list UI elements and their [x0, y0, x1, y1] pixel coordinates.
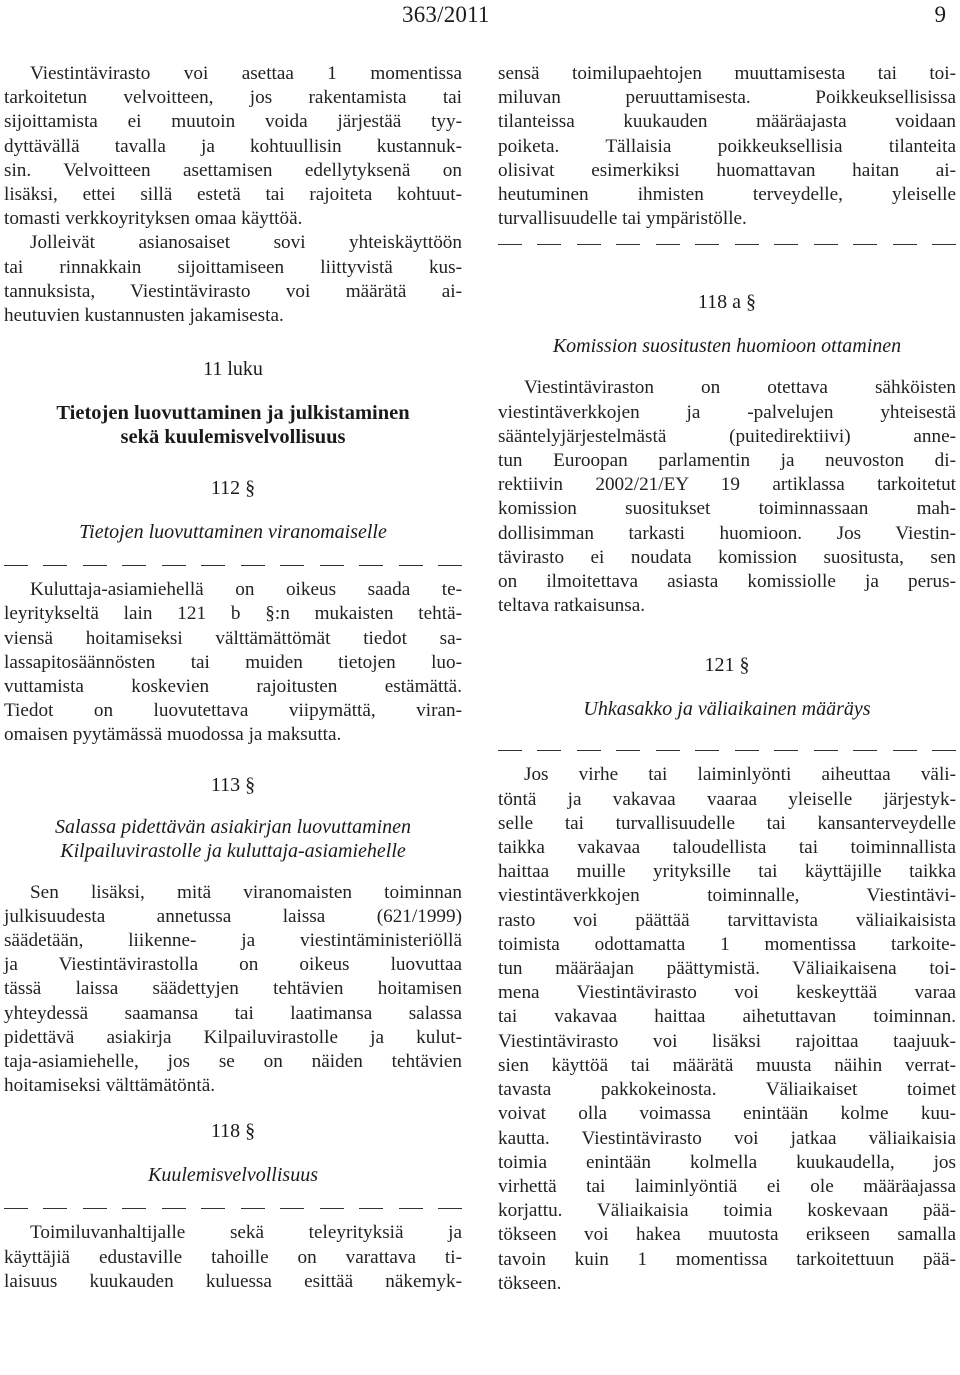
text-line: sien käyttöä tai määrätä muusta näihin verrat-	[498, 1054, 956, 1076]
section-113-title-line-1: Salassa pidettävän asiakirjan luovuttaminen	[54, 815, 412, 838]
section-121-text	[498, 763, 956, 1295]
text-line: Jolleivät asianosaiset sovi yhteiskäyttöön	[30, 232, 462, 254]
dash	[162, 565, 186, 566]
text-line: tävirasto ei noudata komission suositusta, sen	[498, 546, 956, 568]
dash	[201, 1208, 225, 1209]
dash	[162, 1208, 186, 1209]
text-line: voivat olla voimassa enintään kolme kuu-	[498, 1103, 956, 1125]
section-113-title	[4, 815, 462, 863]
text-line: leyritykseltä lain 121 b §:n mukaisten tehtä-	[4, 603, 462, 625]
text-line: julkisuudesta annetussa laissa (621/1999)	[4, 905, 462, 927]
left-column	[4, 62, 462, 1294]
text-line: on ilmoitettava asiasta komissiolle ja perus-	[498, 571, 956, 593]
text-line: dyttävällä tavalla ja kohtuullisin kustannuk-	[4, 135, 462, 157]
text-line: käyttäjiä edustaville tahoille on varattava ti-	[4, 1246, 462, 1268]
text-line: tavasta pakkokeinosta. Väliaikaiset toimet	[498, 1079, 956, 1101]
text-line: selle tai turvallisuudelle tai kansanterveydelle	[498, 812, 956, 834]
text-line: tässä laissa säädettyjen tehtävien hoitamisen	[4, 978, 462, 1000]
dash	[399, 1208, 423, 1209]
dash	[735, 244, 759, 245]
dash	[774, 750, 798, 751]
text-line: lassapitosäännösten tai muiden tietojen luo-	[4, 651, 462, 673]
text-line: viestintäverkkojen ja -palvelujen yhteisestä	[498, 401, 956, 423]
text-line: tai vakavaa haittaa aihetuttavan toiminnan.	[498, 1006, 956, 1028]
text-line: sin. Velvoitteen asettamisen edellytyksenä on	[4, 159, 462, 181]
section-118a-number: 118 a §	[697, 291, 757, 314]
dash	[774, 244, 798, 245]
text-line: sääntelyjärjestelmästä (puitedirektiivi) anne-	[498, 425, 956, 447]
text-line: ja Viestintävirastolla on oikeus luovuttaa	[4, 954, 462, 976]
text-line: dollisimman tarkasti huomioon. Jos Viestin-	[498, 522, 956, 544]
text-line: komission suositukset toiminnassaan mah-	[498, 498, 956, 520]
text-line: taikka vakavaa taloudellista tai toiminnallista	[498, 837, 956, 859]
dash	[932, 244, 956, 245]
text-line: Kuluttaja-asiamiehellä on oikeus saada te-	[30, 579, 462, 601]
dash	[537, 244, 561, 245]
text-line: Viestintävirasto voi lisäksi rajoittaa taajuuk-	[498, 1030, 956, 1052]
text-line: viestintäverkkojen toiminnalle, Viestintävi-	[498, 885, 956, 907]
dash	[893, 750, 917, 751]
text-line: turvallisuudelle tai ympäristölle.	[498, 208, 747, 230]
text-line: lisäksi, ettei sillä estetä tai rajoiteta kohtuut-	[4, 184, 462, 206]
chapter-title	[4, 401, 462, 449]
section-112-text	[4, 578, 462, 747]
dash	[83, 565, 107, 566]
text-line: tai rinnakkain sijoittamiseen liittyvistä kus-	[4, 256, 462, 278]
text-line: hoitamiseksi välttämätöntä.	[4, 1075, 216, 1097]
dash	[932, 750, 956, 751]
dash	[438, 1208, 462, 1209]
text-line: tarkoitetun velvoitteen, jos rakentamista tai	[4, 87, 462, 109]
dash	[241, 1208, 265, 1209]
dash	[853, 244, 877, 245]
dash	[853, 750, 877, 751]
dash	[498, 244, 522, 245]
section-113-title-line-2: Kilpailuvirastolle ja kuluttaja-asiamiehelle	[60, 839, 406, 862]
omission-dashes	[4, 562, 462, 568]
text-line: tavoin kuin 1 momentissa tarkoitettuun pää-	[498, 1248, 956, 1270]
text-line: heutuminen ihmisten terveydelle, yleiselle	[498, 184, 956, 206]
document-number: 363/2011	[402, 2, 490, 27]
dash	[577, 244, 601, 245]
text-line: tun määräajan päättymistä. Väliaikaisena toi-	[498, 958, 956, 980]
text-line: Viestintäviraston on otettava sähköisten	[524, 377, 956, 399]
text-line: sijoittamista ei muutoin voida järjestää tyy-	[4, 111, 462, 133]
dash	[83, 1208, 107, 1209]
dash	[320, 565, 344, 566]
text-line: tannuksista, Viestintävirasto voi määrätä ai-	[4, 280, 462, 302]
paragraph-obligation	[4, 62, 462, 231]
text-line: virhettä tai laiminlyöntiä ei ole määräajassa	[498, 1175, 956, 1197]
dash	[695, 244, 719, 245]
text-line: Tiedot on luovutettava viipymättä, viran-	[4, 700, 462, 722]
dash	[695, 750, 719, 751]
dash	[201, 565, 225, 566]
text-line: tökseen voi hakea muutosta erikseen samalla	[498, 1224, 956, 1246]
dash	[4, 1208, 28, 1209]
text-line: viensä hoitamiseksi välttämättömät tiedot sa-	[4, 627, 462, 649]
text-line: Sen lisäksi, mitä viranomaisten toiminnan	[30, 881, 462, 903]
text-line: Viestintävirasto voi asettaa 1 momentissa	[30, 63, 462, 84]
text-line: haittaa muille yrityksille tai käyttäjille taikka	[498, 861, 956, 883]
dash	[122, 1208, 146, 1209]
text-line: tomasti verkkoyrityksen omaa käyttöä.	[4, 208, 303, 230]
dash	[43, 565, 67, 566]
dash	[735, 750, 759, 751]
dash	[616, 244, 640, 245]
dash	[616, 750, 640, 751]
dash	[359, 1208, 383, 1209]
omission-dashes	[4, 1205, 462, 1211]
text-line: korjattu. Väliaikaisia toimia koskevaan pää-	[498, 1200, 956, 1222]
text-line: toimia enintään kolmella kuukaudella, jos	[498, 1151, 956, 1173]
section-113-number: 113 §	[210, 773, 256, 796]
dash	[241, 565, 265, 566]
page-header	[0, 0, 960, 34]
text-line: tilanteissa kuukauden määräajasta voidaan	[498, 111, 956, 133]
text-line: taja-asiamiehelle, jos se on näiden tehtävien	[4, 1051, 462, 1073]
dash	[122, 565, 146, 566]
dash	[577, 750, 601, 751]
text-line: säädetään, liikenne- ja viestintäministeriöllä	[4, 930, 462, 952]
text-line: teltava ratkaisunsa.	[498, 595, 646, 617]
section-121-number: 121 §	[704, 654, 750, 677]
chapter-label: 11 luku	[203, 358, 263, 381]
text-line: yhteydessä saamansa tai laatimansa salassa	[4, 1002, 462, 1024]
text-line: toimista odottamatta 1 momentissa tarkoite-	[498, 933, 956, 955]
dash	[537, 750, 561, 751]
section-112-number: 112 §	[210, 477, 256, 500]
dash	[359, 565, 383, 566]
dash	[43, 1208, 67, 1209]
text-line: tökseen.	[498, 1272, 562, 1294]
text-line: vuttamista koskevien rajoitusten estämättä.	[4, 676, 462, 698]
dash	[498, 750, 522, 751]
text-line: Toimiluvanhaltijalle sekä teleyrityksiä ja	[30, 1222, 462, 1244]
text-line: heutuvien kustannusten jakamisesta.	[4, 305, 284, 327]
dash	[399, 565, 423, 566]
dash	[656, 750, 680, 751]
text-line: miluvan peruuttamisesta. Poikkeuksellisissa	[498, 87, 956, 109]
section-118a-text	[498, 376, 956, 618]
paragraph-cost-sharing	[4, 231, 462, 328]
text-line: pidettävä asiakirja Kilpailuvirastolle ja kulut-	[4, 1026, 462, 1048]
text-line: mena Viestintävirasto voi keskeyttää varaa	[498, 982, 956, 1004]
page-number: 9	[934, 2, 946, 27]
text-line: tun Euroopan parlamentin ja neuvoston di-	[498, 450, 956, 472]
section-118-title: Kuulemisvelvollisuus	[148, 1164, 318, 1187]
omission-dashes	[498, 747, 956, 753]
text-line: rektiivin 2002/21/EY 19 artiklassa tarkoitetut	[498, 474, 956, 496]
dash	[656, 244, 680, 245]
dash	[814, 244, 838, 245]
dash	[4, 565, 28, 566]
section-118-text	[4, 1221, 462, 1294]
dash	[280, 1208, 304, 1209]
dash	[814, 750, 838, 751]
dash	[893, 244, 917, 245]
text-line: omaisen pyytämässä muodossa ja maksutta.	[4, 724, 342, 746]
chapter-title-line-1: Tietojen luovuttaminen ja julkistaminen	[56, 402, 410, 425]
right-column	[498, 62, 956, 1296]
text-line: poiketa. Tällaisia poikkeuksellisia tilanteita	[498, 135, 956, 157]
chapter-title-line-2: sekä kuulemisvelvollisuus	[120, 426, 346, 449]
section-113-text	[4, 881, 462, 1099]
text-line: sensä toimilupaehtojen muuttamisesta tai toi-	[498, 63, 956, 84]
dash	[438, 565, 462, 566]
text-line: töntä ja vakavaa vaaraa yleiselle järjestyk-	[498, 788, 956, 810]
text-line: Jos virhe tai laiminlyönti aiheuttaa väli-	[524, 764, 956, 786]
section-118a-title: Komission suositusten huomioon ottaminen	[552, 335, 902, 358]
text-line: laisuus kuukauden kuluessa esittää näkemyk-	[4, 1270, 462, 1292]
dash	[280, 565, 304, 566]
section-121-title: Uhkasakko ja väliaikainen määräys	[583, 698, 871, 721]
section-112-title: Tietojen luovuttaminen viranomaiselle	[79, 521, 387, 544]
omission-dashes	[498, 241, 956, 247]
text-line: rasto voi päättää tarvittavista väliaikaisista	[498, 909, 956, 931]
section-118-number: 118 §	[210, 1120, 256, 1143]
section-118-continued-text	[498, 62, 956, 231]
dash	[320, 1208, 344, 1209]
text-line: kautta. Viestintävirasto voi jatkaa väliaikaisia	[498, 1127, 956, 1149]
text-line: olisivat esimerkiksi huomattavan haitan ai-	[498, 159, 956, 181]
